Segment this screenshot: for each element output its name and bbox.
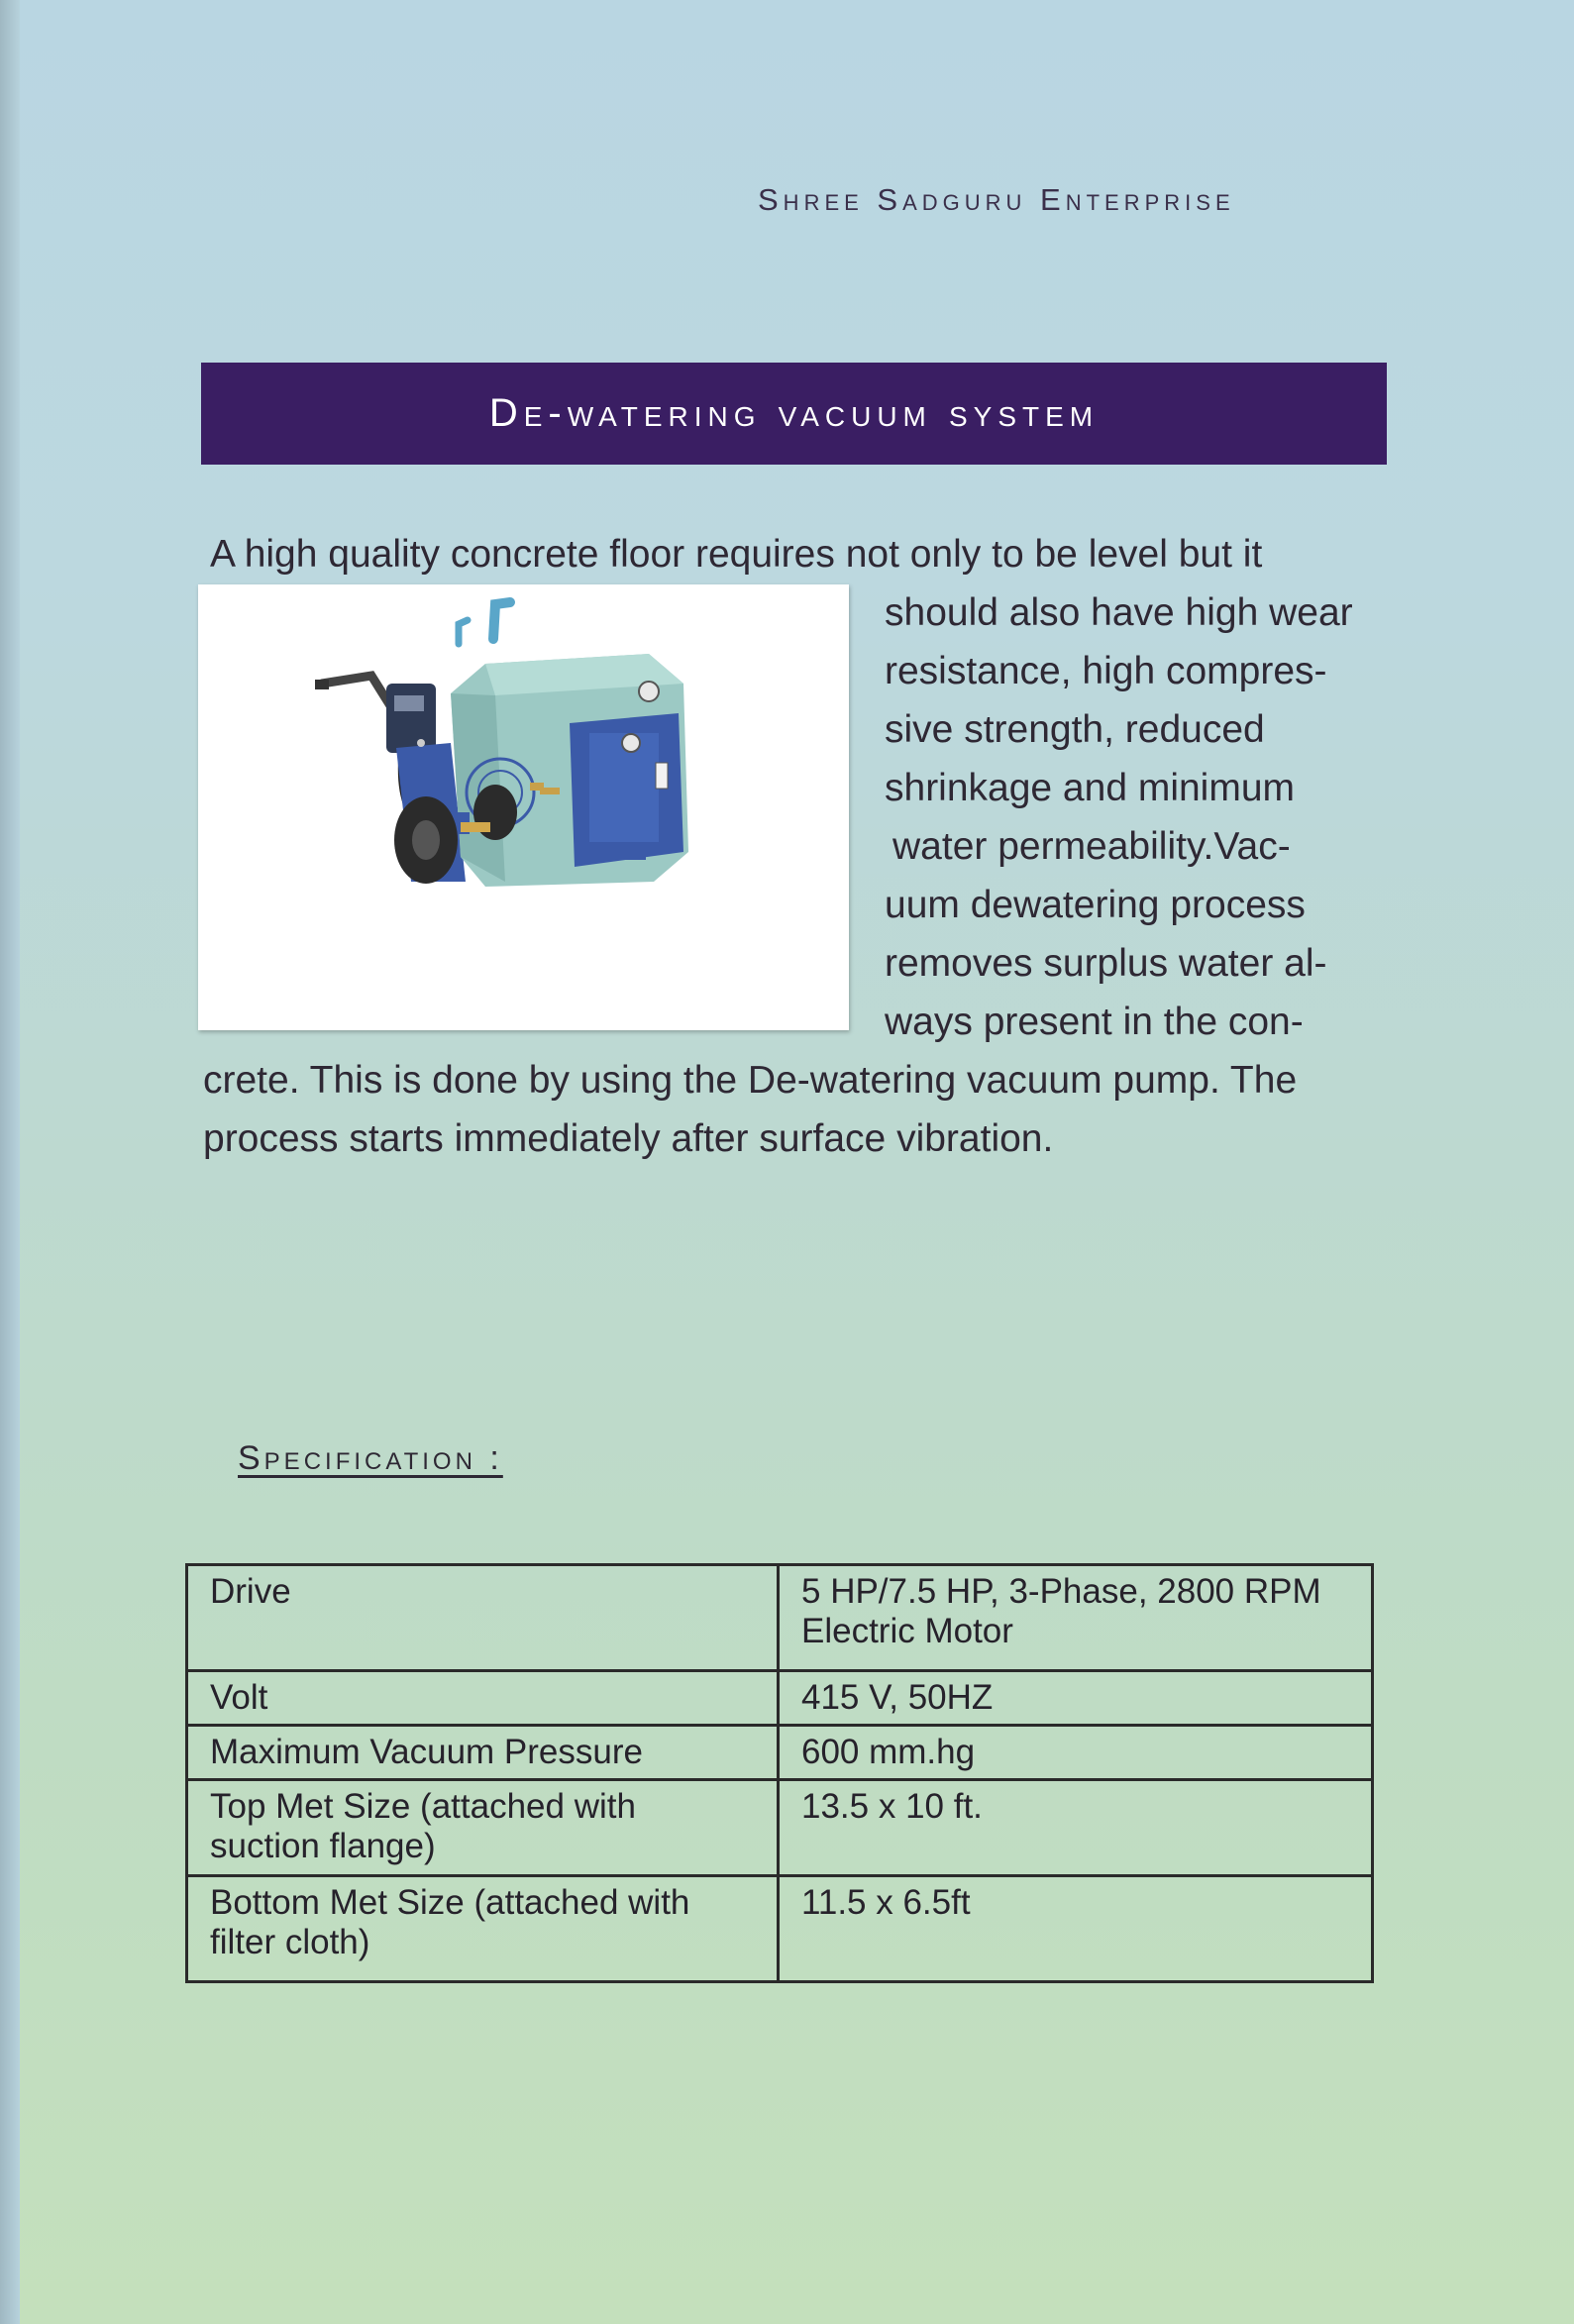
spec-label: Drive	[187, 1565, 779, 1671]
description-line: crete. This is done by using the De-watering vacuum pump. The	[203, 1059, 1298, 1102]
description-line: resistance, high compres-	[885, 650, 1327, 692]
company-name: Shree Sadguru Enterprise	[758, 182, 1235, 217]
description-line: sive strength, reduced	[885, 708, 1265, 751]
description-line: shrinkage and minimum	[885, 767, 1296, 809]
description-line: water permeability.Vac-	[892, 825, 1291, 868]
description-line: ways present in the con-	[885, 1001, 1304, 1043]
table-row	[187, 1780, 1373, 1876]
spec-label: Top Met Size (attached with suction flange)	[187, 1780, 779, 1876]
description-line: should also have high wear	[885, 591, 1353, 634]
specification-table	[185, 1563, 1374, 1983]
title-bar	[201, 363, 1387, 465]
description-line: removes surplus water al-	[885, 942, 1327, 985]
description-line: uum dewatering process	[885, 884, 1306, 926]
spec-value: 600 mm.hg	[779, 1726, 1373, 1780]
spec-label: Maximum Vacuum Pressure	[187, 1726, 779, 1780]
spec-label: Bottom Met Size (attached with filter cloth)	[187, 1876, 779, 1982]
spec-value: 5 HP/7.5 HP, 3-Phase, 2800 RPM Electric Motor	[779, 1565, 1373, 1671]
spec-value: 11.5 x 6.5ft	[779, 1876, 1373, 1982]
specification-heading: Specification :	[238, 1439, 503, 1477]
vacuum-pump-machine-icon	[198, 584, 849, 1030]
description-line: process starts immediately after surface vibration.	[203, 1117, 1054, 1160]
table-row	[187, 1726, 1373, 1780]
table-row	[187, 1671, 1373, 1726]
table-row	[187, 1565, 1373, 1671]
product-photo	[198, 584, 849, 1030]
description-line: A high quality concrete floor requires not only to be level but it	[210, 533, 1263, 576]
spec-value: 13.5 x 10 ft.	[779, 1780, 1373, 1876]
table-row	[187, 1876, 1373, 1982]
page-edge	[0, 0, 20, 2324]
spec-label: Volt	[187, 1671, 779, 1726]
page-title: De-watering vacuum system	[488, 391, 1100, 435]
spec-value: 415 V, 50HZ	[779, 1671, 1373, 1726]
